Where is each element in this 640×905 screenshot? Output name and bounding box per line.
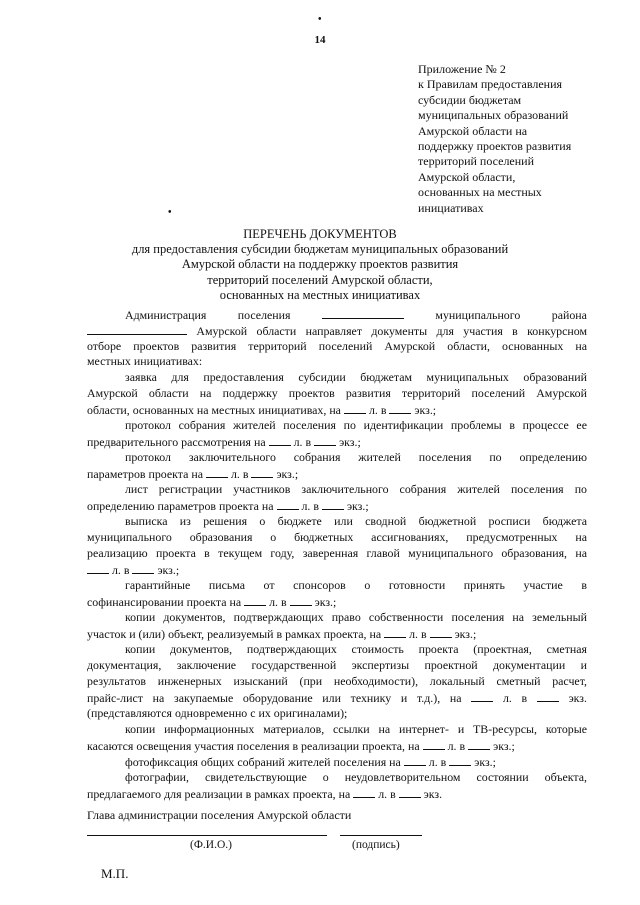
name-caption: (Ф.И.О.) (190, 839, 232, 851)
item-protocol-residents: предварительного рассмотрения на л. в экз.; (87, 435, 361, 449)
title-heading: ПЕРЕЧЕНЬ ДОКУМЕНТОВ (243, 227, 397, 241)
item-application: Амурской области на поддержку проектов развития территорий поселений Амурской (87, 386, 587, 400)
item-media: копии информационных материалов, ссылки на интернет- и ТВ-ресурсы, которые (125, 722, 587, 736)
item-photo-condition: предлагаемого для реализации в рамках проекта, на л. в экз. (87, 787, 443, 801)
appendix-line: инициативах (418, 200, 484, 215)
item-cost-docs: прайс-лист на закупаемые оборудование или технику и т.д.), на л. в экз. (87, 691, 587, 705)
item-sponsor-letters: софинансировании проекта на л. в экз.; (87, 595, 337, 609)
item-budget-extract: муниципального образования о бюджетных ассигнованиях, предусмотренных на (87, 530, 587, 544)
item-ownership: участок и (или) объект, реализуемый в рамках проекта, на л. в экз.; (87, 627, 477, 641)
appendix-line: муниципальных образований (418, 108, 569, 123)
appendix-line: основанных на местных (418, 185, 542, 200)
title-subtitle-line: Амурской области на поддержку проектов развития (181, 257, 459, 272)
head-signature-label: Глава администрации поселения Амурской области (87, 808, 352, 822)
item-ownership: копии документов, подтверждающих право собственности поселения на земельный (125, 610, 587, 624)
item-protocol-final: параметров проекта на л. в экз.; (87, 467, 299, 481)
appendix-line: Амурской области на (418, 123, 528, 138)
item-sponsor-letters: гарантийные письма от спонсоров о готовности принять участие в (125, 578, 587, 592)
item-budget-extract: л. в экз.; (87, 562, 587, 578)
scan-mark: • (168, 207, 172, 218)
item-cost-docs: (представляются одновременно с их оригиналами); (87, 706, 348, 720)
item-application: заявка для предоставления субсидии бюджетам муниципальных образований (125, 370, 587, 384)
item-protocol-residents: протокол собрания жителей поселения по идентификации проблемы в процессе ее (125, 418, 587, 432)
item-cost-docs: результатов инженерных изысканий (при необходимости), локальный сметный расчет, (87, 674, 587, 688)
signature-caption: (подпись) (352, 839, 400, 851)
appendix-line: Приложение № 2 (418, 62, 506, 76)
item-photo-condition: фотографии, свидетельствующие о неудовлетворительном состоянии объекта, (125, 770, 587, 784)
district-blank (87, 323, 187, 335)
item-application: области, основанных на местных инициативах, на л. в экз.; (87, 403, 437, 417)
intro-line: местных инициативах: (87, 354, 203, 368)
item-registration: определению параметров проекта на л. в экз.; (87, 499, 369, 513)
item-budget-extract: выписка из решения о бюджете или сводной бюджетной росписи бюджета (125, 514, 587, 528)
item-photo-meetings: фотофиксация общих собраний жителей поселения на л. в экз.; (125, 755, 496, 769)
scan-mark: • (318, 14, 322, 25)
item-registration: лист регистрации участников заключительного собрания жителей поселения по (125, 482, 587, 496)
stamp-place: М.П. (101, 866, 129, 881)
intro-line: Администрация поселения муниципального района (125, 308, 587, 322)
settlement-blank (322, 307, 404, 319)
item-media: касаются освещения участия поселения в реализации проекта, на л. в экз.; (87, 739, 515, 753)
item-cost-docs: копии документов, подтверждающих стоимость проекта (проектная, сметная (125, 642, 587, 656)
intro-line: Амурской области направляет документы для участия в конкурсном (87, 323, 587, 339)
appendix-header (418, 62, 608, 216)
intro-line: отборе проектов развития территорий поселений Амурской области, основанных на (87, 339, 587, 353)
appendix-line: поддержку проектов развития (418, 139, 572, 154)
item-cost-docs: документация, заключение государственной экспертизы проектной документации и (87, 658, 587, 672)
appendix-line: территорий поселений (418, 154, 535, 169)
title-subtitle-line: территорий поселений Амурской области, (207, 272, 433, 287)
page-number: 14 (314, 34, 326, 46)
appendix-line: к Правилам предоставления (418, 77, 563, 92)
appendix-line: субсидии бюджетам (418, 92, 522, 107)
document-title (0, 227, 640, 303)
appendix-line: Амурской области, (418, 169, 516, 184)
item-protocol-final: протокол заключительного собрания жителей поселения по определению (125, 450, 587, 464)
item-budget-extract: реализацию проекта в текущем году, заверенная главой муниципального образования, на (87, 546, 587, 560)
signature-line (340, 835, 422, 836)
name-line (87, 835, 327, 836)
title-subtitle-line: основанных на местных инициативах (219, 287, 421, 302)
title-subtitle-line: для предоставления субсидии бюджетам муниципальных образований (131, 242, 509, 257)
